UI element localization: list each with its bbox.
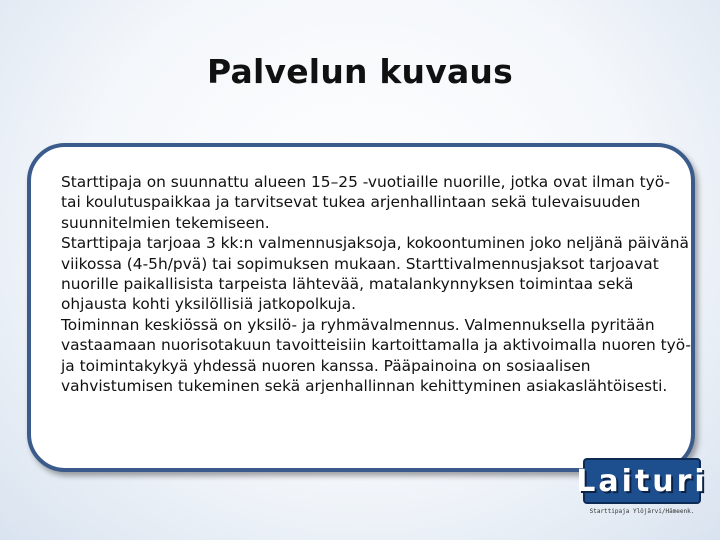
logo-wordmark: Laituri [576, 463, 708, 499]
paragraph-offer: Starttipaja tarjoaa 3 kk:n valmennusjaksoja, kokoontuminen joko neljänä päivänä viikossa (4-5h/pvä) tai sopimuksen mukaan. Starttivalmennusjaksot tarjoavat nuorille paikallisista tarpeista lähtevää, matalankynnyksen toimintaa sekä ohjausta kohti yksilöllisiä jatkopolkuja. [61, 234, 689, 314]
paragraph-intro: Starttipaja on suunnattu alueen 15–25 -vuotiaille nuorille, jotka ovat ilman työ- tai koulutuspaikkaa ja tarvitsevat tukea arjenhallintaan sekä tulevaisuuden suunnitelmien tekemiseen. [61, 173, 671, 232]
logo-caption: Starttipaja Ylöjärvi/Hämeenk. [589, 508, 695, 515]
paragraph-focus: Toiminnan keskiössä on yksilö- ja ryhmävalmennus. Valmennuksella pyritään vastaamaan nuorisotakuun tavoitteisiin kartoittamalla ja aktivoimalla nuoren työ- ja toimintakykyä yhdessä nuoren kanssa. Pääpainoina on sosiaalisen vahvistumisen tukeminen sekä arjenhallinnan kehittyminen asiakaslähtöisesti. [61, 315, 691, 396]
logo-badge [576, 458, 708, 504]
body-text [61, 172, 691, 396]
slide-title: Palvelun kuvaus [207, 52, 513, 91]
laituri-logo [576, 458, 708, 522]
